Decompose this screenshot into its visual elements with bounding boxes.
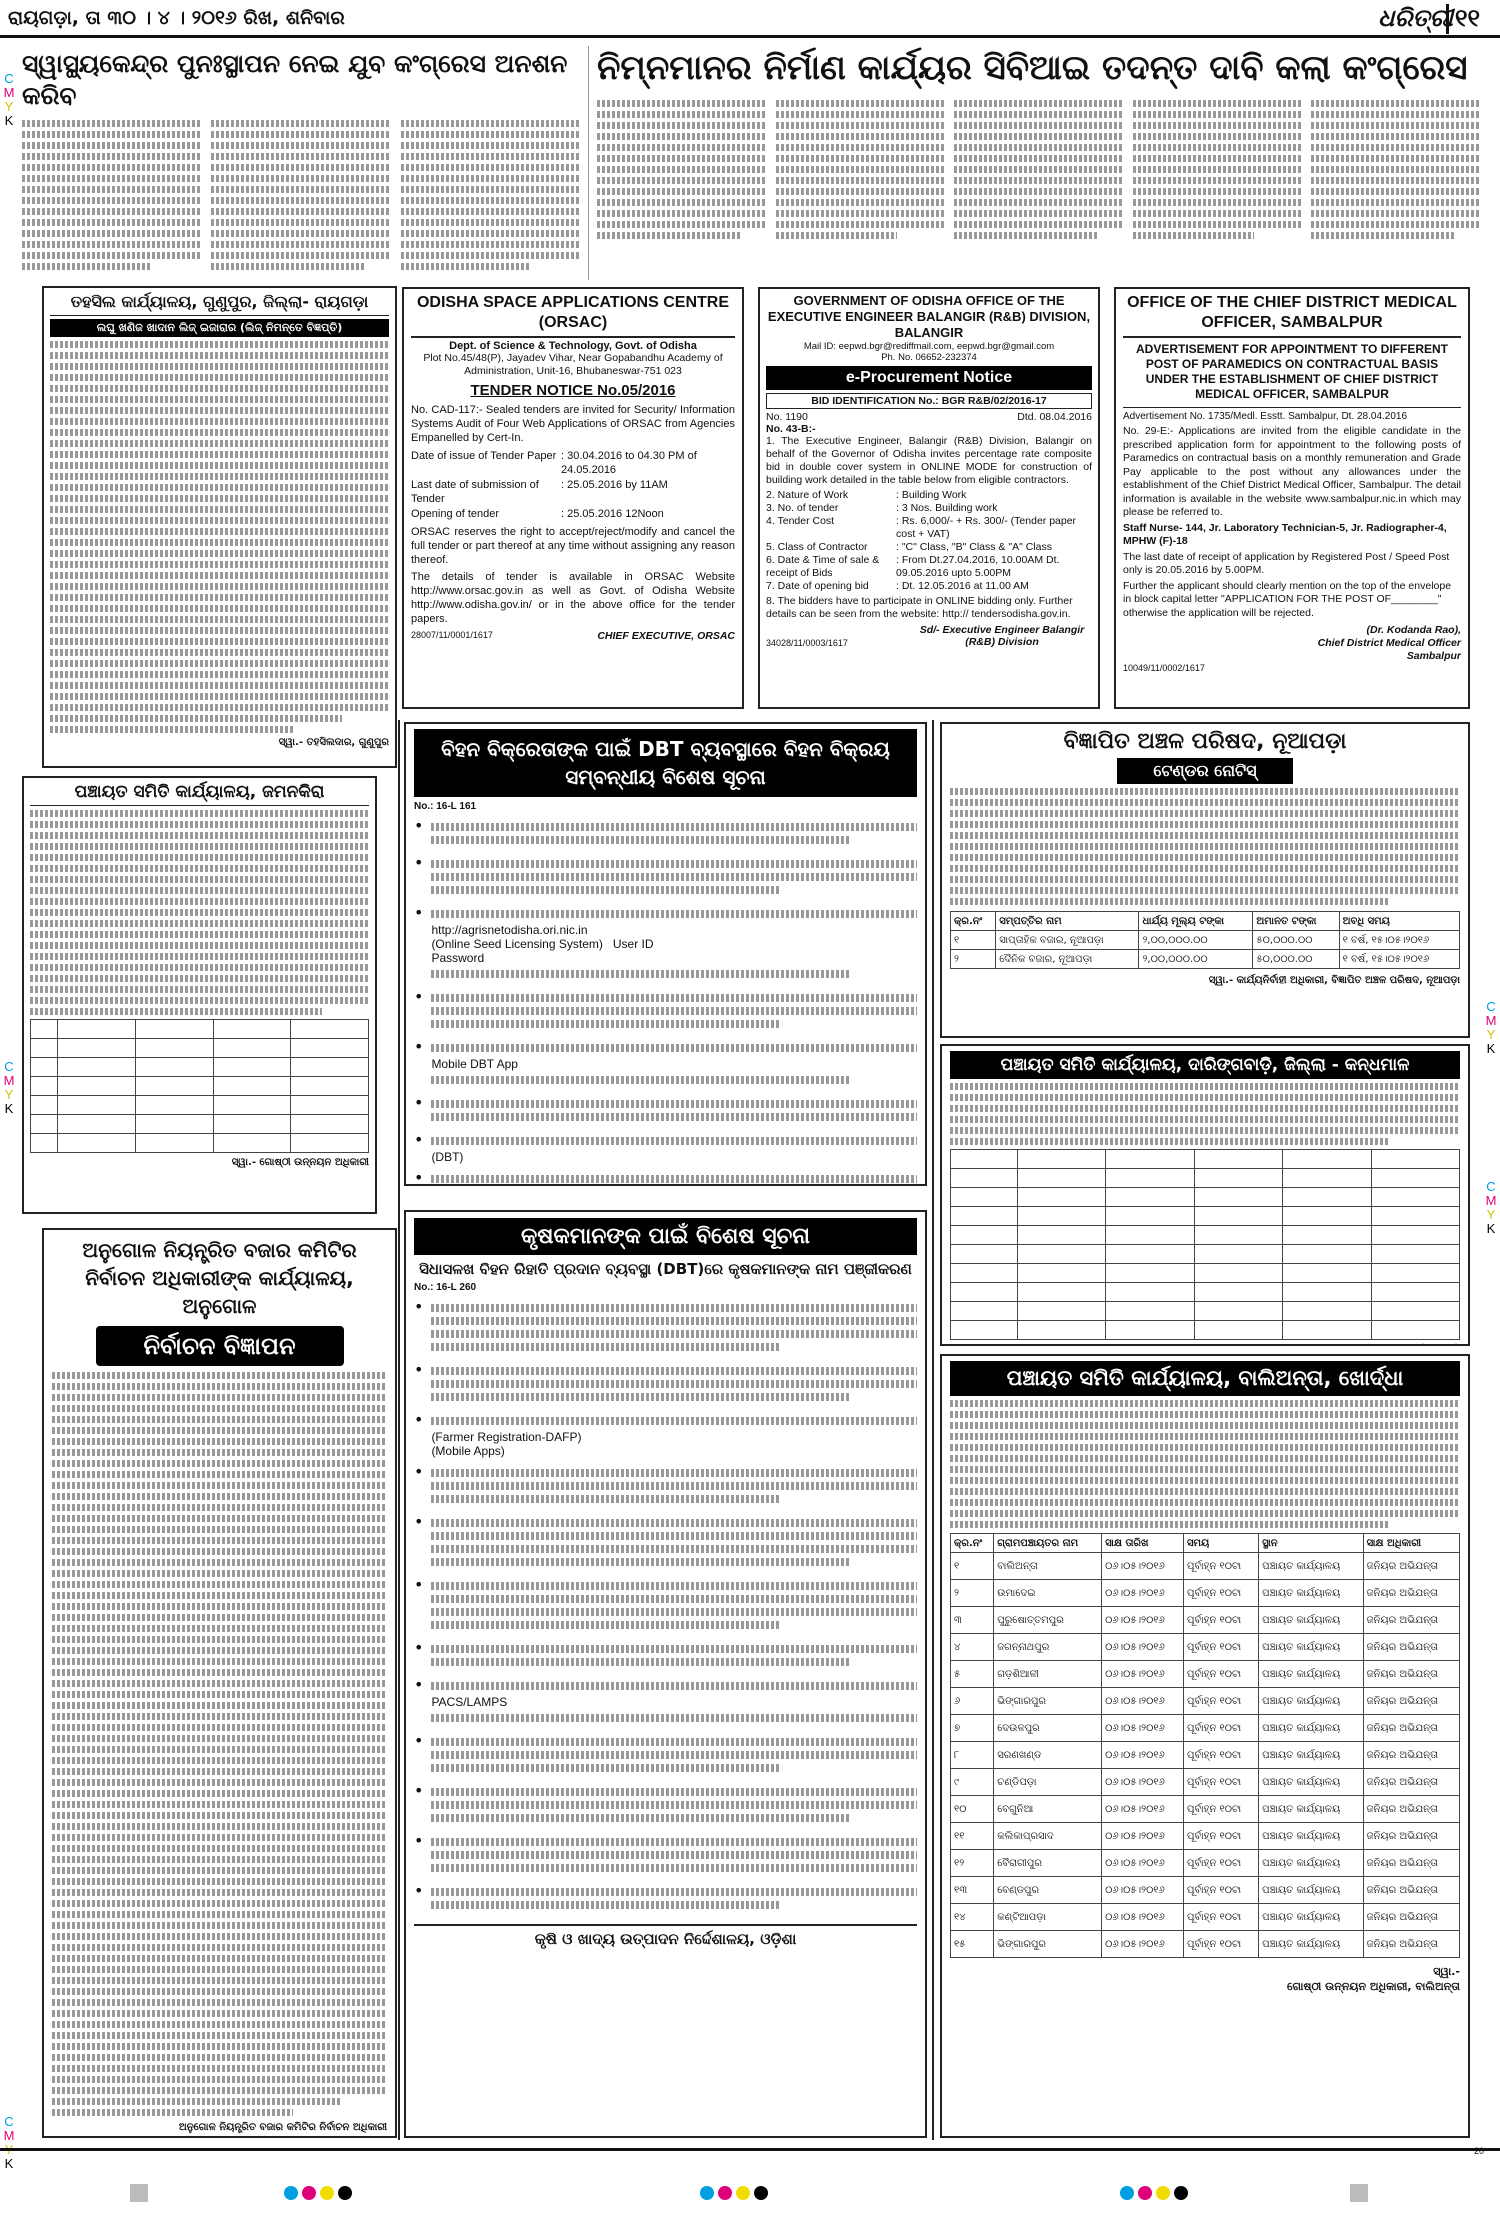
ad-title: ପଞ୍ଚାୟତ ସମିତି କାର୍ଯ୍ୟାଳୟ, ଜମନକିରା <box>30 782 369 806</box>
table-cell: ପୂର୍ବାହ୍ନ ୧୦ଟା <box>1184 1877 1259 1904</box>
sambalpur-title: OFFICE OF THE CHIEF DISTRICT MEDICAL OFFICER, SAMBALPUR <box>1123 293 1461 338</box>
table-cell: ପୂର୍ବାହ୍ନ ୧୦ଟା <box>1184 1823 1259 1850</box>
reg-k: K <box>4 1101 14 1116</box>
nuapada-band: ଟେଣ୍ଡର ନୋଟିସ୍ <box>1117 758 1293 784</box>
dbt1-bullet: • (DBT) <box>414 1132 917 1164</box>
reg-y: Y <box>4 99 14 114</box>
orsac-notice-no: TENDER NOTICE No.05/2016 <box>470 382 676 399</box>
table-header-row <box>951 912 1460 931</box>
dbt1-bullet: • <box>414 855 917 899</box>
orsac-schedule-label: Date of issue of Tender Paper <box>411 450 557 462</box>
anugul-band: ନିର୍ବାଚନ ବିଜ୍ଞାପନ <box>96 1326 344 1366</box>
table-cell: ୪ <box>951 1634 994 1661</box>
table-cell: ସରଣଖଣ୍ଡ <box>994 1742 1102 1769</box>
table-cell: ପଞ୍ଚାୟତ କାର୍ଯ୍ୟାଳୟ <box>1259 1850 1363 1877</box>
table-row <box>951 931 1460 950</box>
color-bar-right <box>1350 2184 1368 2202</box>
orsac-body: No. CAD-117:- Sealed tenders are invited for Security/ Information Systems Audit of Four Web Applications of ORSAC from Agencies Empanelled by Cert-In. <box>411 404 735 444</box>
table-cell: ଜନିୟର ଅଭିଯନ୍ତା <box>1363 1634 1459 1661</box>
table-row <box>951 1715 1460 1742</box>
table-cell: ୮ <box>951 1742 994 1769</box>
balangir-item-row <box>766 541 1092 554</box>
story-headline: ନିମ୍ନମାନର ନିର୍ମାଣ କାର୍ଯ୍ୟର ସିବିଆଇ ତଦନ୍ତ ଦାବି କଲା କଂଗ୍ରେସ <box>597 48 1468 88</box>
balangir-item-label: 7. Date of opening bid <box>766 580 869 592</box>
dbt1-title: ବିହନ ବିକ୍ରେତାଙ୍କ ପାଇଁ DBT ବ୍ୟବସ୍ଥାରେ ବିହନ ବିକ୍ରୟ ସମ୍ବନ୍ଧୀୟ ବିଶେଷ ସୂଚନା <box>414 729 917 797</box>
table-row <box>951 1823 1460 1850</box>
balangir-item-value: : "C" Class, "B" Class & "A" Class <box>896 541 1052 553</box>
balangir-code: 34028/11/0003/1617 <box>766 638 848 648</box>
color-swatches-right <box>1120 2186 1188 2200</box>
balianta-title: ପଞ୍ଚାୟତ ସମିତି କାର୍ଯ୍ୟାଳୟ, ବାଲିଅନ୍ତା, ଖୋର୍ଦ୍ଧା <box>950 1361 1460 1396</box>
table-cell: ଚଣ୍ଡିପଡ଼ା <box>994 1769 1102 1796</box>
balangir-band: e-Procurement Notice <box>766 366 1092 390</box>
table-row <box>951 1931 1460 1958</box>
table-cell: ଅମାନତ ଟଙ୍କା <box>1253 912 1339 931</box>
balangir-ref: No. 43-B:- <box>766 423 816 435</box>
table-header-cell: କ୍ର.ନଂ <box>951 1534 994 1553</box>
table-cell: ପୂର୍ବାହ୍ନ ୧୦ଟା <box>1184 1688 1259 1715</box>
page-number: ୧୧ <box>1455 4 1481 32</box>
balianta-sig1: ସ୍ୱା.- <box>1433 1965 1460 1978</box>
balangir-item-row <box>766 554 1092 580</box>
table-cell: ସମ୍ପତ୍ତିର ନାମ <box>996 912 1139 931</box>
table-cell: ୧୩ <box>951 1877 994 1904</box>
table-cell: ଜନିୟର ଅଭିଯନ୍ତା <box>1363 1796 1459 1823</box>
balangir-item-label: 4. Tender Cost <box>766 515 835 527</box>
table-cell: ପଞ୍ଚାୟତ କାର୍ଯ୍ୟାଳୟ <box>1259 1688 1363 1715</box>
dbt1-url: http://agrisnetodisha.ori.nic.in <box>431 923 588 937</box>
table-header-cell: ସାକ୍ଷ ଅଧିକାରୀ <box>1363 1534 1459 1553</box>
table-cell: ପଞ୍ଚାୟତ କାର୍ଯ୍ୟାଳୟ <box>1259 1634 1363 1661</box>
orsac-schedule-row <box>411 449 735 477</box>
table-cell: ୨ <box>951 1580 994 1607</box>
table-cell: ପଞ୍ଚାୟତ କାର୍ଯ୍ୟାଳୟ <box>1259 1553 1363 1580</box>
orsac-dept: Dept. of Science & Technology, Govt. of Odisha <box>411 336 735 352</box>
balangir-no: No. 1190 <box>766 411 808 423</box>
balangir-item-row <box>766 515 1092 541</box>
table-cell: ୧୨ <box>951 1850 994 1877</box>
color-swatches-left <box>284 2186 352 2200</box>
table-cell: କଣ୍ଟିଆପଡ଼ା <box>994 1904 1102 1931</box>
masthead-date: ରାୟଗଡ଼ା, ତା ୩୦ । ୪ । ୨୦୧୬ ରିଖ, ଶନିବାର <box>8 7 345 29</box>
masthead-page <box>1446 4 1480 34</box>
dbt2-footer: କୃଷି ଓ ଖାଦ୍ୟ ଉତ୍ପାଦନ ନିର୍ଦ୍ଦେଶାଳୟ, ଓଡ଼ିଶା <box>414 1924 917 1948</box>
ad-orsac-tender <box>402 287 744 709</box>
table-cell: ଜନିୟର ଅଭିଯନ୍ତା <box>1363 1904 1459 1931</box>
registration-mark-left-bottom <box>2 2115 16 2171</box>
reg-k: K <box>4 2156 14 2171</box>
sambalpur-staff: Staff Nurse- 144, Jr. Laboratory Technician-5, Jr. Radiographer-4, MPHW (F)-18 <box>1123 521 1447 547</box>
dbt1-userid: User ID <box>612 937 654 951</box>
registration-mark-left-top <box>2 72 16 128</box>
orsac-schedule-label: Last date of submission of Tender <box>411 479 539 505</box>
table-cell: ପଞ୍ଚାୟତ କାର୍ଯ୍ୟାଳୟ <box>1259 1661 1363 1688</box>
table-cell: ସାପ୍ତାହିକ ବଜାର, ନୂଆପଡ଼ା <box>996 931 1139 950</box>
ad-title: ତହସିଲ କାର୍ଯ୍ୟାଳୟ, ଗୁଣୁପୁର, ଜିଲ୍ଲା- ରାୟଗଡ଼ା <box>50 292 389 316</box>
balangir-item-label: 6. Date & Time of sale & receipt of Bids <box>766 554 880 579</box>
table-cell: ୦୬।୦୫।୨୦୧୬ <box>1102 1769 1184 1796</box>
dbt1-no: No.: 16-L 161 <box>414 801 477 812</box>
dbt1-bullet: • <box>414 818 917 849</box>
dbt1-bullet: • Mobile DBT App <box>414 1039 917 1089</box>
table-cell: ପୂର୍ବାହ୍ନ ୧୦ଟା <box>1184 1607 1259 1634</box>
reg-y: Y <box>1486 1027 1496 1042</box>
reg-m: M <box>3 2128 15 2143</box>
table-cell: ୨ <box>951 950 996 969</box>
ad-balangir-eprocurement <box>758 287 1100 709</box>
table-header-cell: ସମୟ <box>1184 1534 1259 1553</box>
reg-k: K <box>4 113 14 128</box>
balangir-item-value: : Dt. 12.05.2016 at 11.00 AM <box>896 580 1029 592</box>
reg-c: C <box>4 1059 14 1074</box>
table-row <box>951 1769 1460 1796</box>
balangir-item-value: : 3 Nos. Building work <box>896 502 998 514</box>
balangir-date: Dtd. 08.04.2016 <box>1017 411 1092 423</box>
balangir-title: GOVERNMENT OF ODISHA OFFICE OF THE EXECUTIVE ENGINEER BALANGIR (R&B) DIVISION, BALANGIR <box>767 293 1091 340</box>
table-cell: ବାଲିଅନ୍ତା <box>994 1553 1102 1580</box>
table-cell: କଲିକାପ୍ରସାଦ <box>994 1823 1102 1850</box>
story-cbi-probe <box>588 46 1480 280</box>
table-cell: ୦୬।୦୫।୨୦୧୬ <box>1102 1931 1184 1958</box>
registration-mark-right-mid <box>1484 1180 1498 1236</box>
color-bar-left <box>130 2184 148 2202</box>
table-cell: ୦୬।୦୫।୨୦୧୬ <box>1102 1796 1184 1823</box>
balangir-items <box>766 489 1092 593</box>
table-cell: ୧ ବର୍ଷ, ୧୫।୦୫।୨୦୧୬ <box>1339 931 1459 950</box>
balangir-mail: Mail ID: eepwd.bgr@rediffmail.com, eepwd.bgr@gmail.com <box>803 341 1055 352</box>
dbt2-subtitle: ସିଧାସଳଖ ବିହନ ରିହାତି ପ୍ରଦାନ ବ୍ୟବସ୍ଥା (DBT)ରେ କୃଷକମାନଙ୍କ ନାମ ପଞ୍ଜୀକରଣ <box>419 1260 912 1278</box>
reg-m: M <box>1485 1193 1497 1208</box>
sambalpur-body: No. 29-E:- Applications are invited from the eligible candidate in the prescribed application form for appointment to the following posts of Paramedics on contractual basis on a monthly remuneration and Grade Pay applicable to the post without any allowances under the establishment of the Chief District Medical Officer, Sambalpur. The detail information is available in the website www.sambalpur.nic.in which may please be referred to. <box>1123 425 1461 518</box>
dbt2-pacs: PACS/LAMPS <box>431 1695 508 1709</box>
table-cell: ପୂର୍ବାହ୍ନ ୧୦ଟା <box>1184 1742 1259 1769</box>
table-cell: ପଞ୍ଚାୟତ କାର୍ଯ୍ୟାଳୟ <box>1259 1715 1363 1742</box>
table-cell: ୨,୦୦,୦୦୦.୦୦ <box>1139 950 1253 969</box>
dbt1-mobile-app: Mobile DBT App <box>431 1057 518 1071</box>
orsac-signature: CHIEF EXECUTIVE, ORSAC <box>597 630 735 642</box>
orsac-schedule-row <box>411 507 735 521</box>
ad-daringbadi <box>940 1044 1470 1346</box>
orsac-schedule-value: : 30.04.2016 to 04.30 PM of 24.05.2016 <box>561 450 697 476</box>
table-cell: ୦୬।୦୫।୨୦୧୬ <box>1102 1823 1184 1850</box>
reg-m: M <box>1485 1013 1497 1028</box>
nuapada-title: ବିଜ୍ଞାପିତ ଅଞ୍ଚଳ ପରିଷଦ, ନୂଆପଡ଼ା <box>1063 729 1347 754</box>
table-cell: ୯ <box>951 1769 994 1796</box>
dbt1-bullet: • http://agrisnetodisha.ori.nic.in (Online Seed Licensing System) User ID Password <box>414 905 917 983</box>
balianta-table <box>950 1533 1460 1958</box>
column-rule <box>398 720 400 2140</box>
reg-c: C <box>1486 999 1496 1014</box>
orsac-title: ODISHA SPACE APPLICATIONS CENTRE (ORSAC) <box>416 294 730 331</box>
dbt1-bullet: • <box>414 1170 917 1186</box>
dbt1-bullet: • <box>414 989 917 1033</box>
table-header-row <box>951 1534 1460 1553</box>
table-header-cell: ଗ୍ରାମପଞ୍ଚାୟତର ନାମ <box>994 1534 1102 1553</box>
balangir-item-label: 5. Class of Contractor <box>766 541 868 553</box>
table-cell: ଜନିୟର ଅଭିଯନ୍ତା <box>1363 1580 1459 1607</box>
table-cell: ୦୬।୦୫।୨୦୧୬ <box>1102 1904 1184 1931</box>
table-cell: ୭ <box>951 1715 994 1742</box>
ad-sambalpur-cdmo <box>1114 287 1470 709</box>
table-cell: ପୂର୍ବାହ୍ନ ୧୦ଟା <box>1184 1661 1259 1688</box>
balangir-item-value: : Rs. 6,000/- + Rs. 300/- (Tender paper cost + VAT) <box>896 515 1077 540</box>
daringbadi-table <box>950 1149 1460 1340</box>
table-cell: ୧୫ <box>951 1931 994 1958</box>
table-cell: ପୂର୍ବାହ୍ନ ୧୦ଟା <box>1184 1580 1259 1607</box>
orsac-schedule-row <box>411 478 735 506</box>
table-cell: ୦୬।୦୫।୨୦୧୬ <box>1102 1634 1184 1661</box>
table-cell: ପୂର୍ବାହ୍ନ ୧୦ଟା <box>1184 1931 1259 1958</box>
table-cell: ୦୬।୦୫।୨୦୧୬ <box>1102 1607 1184 1634</box>
masthead-brand: ଧରିତ୍ରୀ <box>1378 4 1453 32</box>
balangir-signature: Sd/- Executive Engineer Balangir (R&B) Division <box>919 624 1085 648</box>
orsac-reserve: ORSAC reserves the right to accept/reject/modify and cancel the full tender or part thereof at any time without assigning any reason thereof. <box>411 526 735 566</box>
table-cell: ପଞ୍ଚାୟତ କାର୍ଯ୍ୟାଳୟ <box>1259 1742 1363 1769</box>
dbt2-no: No.: 16-L 260 <box>414 1282 477 1293</box>
registration-mark-right-top <box>1484 1000 1498 1056</box>
table-cell: ଅବଧି ସମୟ <box>1339 912 1459 931</box>
table-row <box>951 1688 1460 1715</box>
table-cell: ପଞ୍ଚାୟତ କାର୍ଯ୍ୟାଳୟ <box>1259 1931 1363 1958</box>
table-cell: ୦୬।୦୫।୨୦୧୬ <box>1102 1877 1184 1904</box>
balangir-item-row <box>766 502 1092 515</box>
table-cell: ବୈରାଗୀପୁର <box>994 1850 1102 1877</box>
reg-m: M <box>3 85 15 100</box>
anugul-signature: ଅନୁଗୋଳ ନିୟନ୍ତ୍ରିତ ବଜାର କମିଟିର ନିର୍ବାଚନ ଅଧିକାରୀ <box>178 2122 387 2133</box>
table-cell: ଜନିୟର ଅଭିଯନ୍ତା <box>1363 1823 1459 1850</box>
story-youth-congress <box>22 48 580 278</box>
reg-m: M <box>3 1073 15 1088</box>
sambalpur-sig-name: (Dr. Kodanda Rao), <box>1366 624 1461 636</box>
table-row <box>951 1877 1460 1904</box>
table-cell: ୦୬।୦୫।୨୦୧୬ <box>1102 1850 1184 1877</box>
ad-panchayat-jamankira <box>22 776 377 1214</box>
table-cell: ଉମାଦେଇ <box>994 1580 1102 1607</box>
table-cell: ଧାର୍ଯ୍ୟ ମୂଲ୍ୟ ଟଙ୍କା <box>1139 912 1253 931</box>
table-cell: ପୂର୍ବାହ୍ନ ୧୦ଟା <box>1184 1850 1259 1877</box>
table-cell: ପଞ୍ଚାୟତ କାର୍ଯ୍ୟାଳୟ <box>1259 1769 1363 1796</box>
table-row <box>951 1796 1460 1823</box>
orsac-code: 28007/11/0001/1617 <box>411 630 493 640</box>
table-cell: ୫ <box>951 1661 994 1688</box>
dbt1-dbt: (DBT) <box>431 1150 464 1164</box>
ad-signature: ସ୍ୱା.- ତହସିଲଦାର, ଗୁଣୁପୁର <box>278 737 389 748</box>
reg-c: C <box>1486 1179 1496 1194</box>
table-header-cell: ସ୍ଥାନ <box>1259 1534 1363 1553</box>
balangir-item-row <box>766 580 1092 593</box>
table-cell: ୨,୦୦,୦୦୦.୦୦ <box>1139 931 1253 950</box>
ad-dbt-seed-dealers <box>404 722 927 1186</box>
reg-c: C <box>4 71 14 86</box>
ad-anugul-election <box>42 1228 397 2138</box>
column-rule <box>932 720 934 2140</box>
dbt2-mobile-apps: (Mobile Apps) <box>431 1444 505 1458</box>
table-row <box>951 1634 1460 1661</box>
reg-y: Y <box>4 1087 14 1102</box>
dbt1-bullet: • <box>414 1095 917 1126</box>
sambalpur-sig-title: Chief District Medical Officer <box>1317 637 1461 649</box>
daringbadi-title: ପଞ୍ଚାୟତ ସମିତି କାର୍ଯ୍ୟାଳୟ, ଦାରିଙ୍ଗବାଡ଼ି, ଜିଲ୍ଲା - କନ୍ଧମାଳ <box>950 1051 1460 1079</box>
table-cell: ପୂର୍ବାହ୍ନ ୧୦ଟା <box>1184 1769 1259 1796</box>
table-cell: ୧ ବର୍ଷ, ୧୫।୦୫।୨୦୧୬ <box>1339 950 1459 969</box>
dbt2-title: କୃଷକମାନଙ୍କ ପାଇଁ ବିଶେଷ ସୂଚନା <box>414 1218 917 1255</box>
table-cell: ୧୧ <box>951 1823 994 1850</box>
table-cell: ୧ <box>951 931 996 950</box>
table-cell: ଜନିୟର ଅଭିଯନ୍ତା <box>1363 1742 1459 1769</box>
table-row <box>951 1580 1460 1607</box>
anugul-title: ଅନୁଗୋଳ ନିୟନ୍ତ୍ରିତ ବଜାର କମିଟିର ନିର୍ବାଚନ ଅଧିକାରୀଙ୍କ କାର୍ଯ୍ୟାଳୟ, ଅନୁଗୋଳ <box>82 1238 357 1318</box>
table-row <box>951 1742 1460 1769</box>
table-cell: ୫୦,୦୦୦.୦୦ <box>1253 931 1339 950</box>
table-cell: ୦୬।୦୫।୨୦୧୬ <box>1102 1688 1184 1715</box>
ad-balianta <box>940 1354 1470 2138</box>
balangir-item-value: : Building Work <box>896 489 967 501</box>
table-row <box>951 950 1460 969</box>
table-cell: ୦୬।୦୫।୨୦୧୬ <box>1102 1580 1184 1607</box>
ad-nuapada-tender <box>940 722 1470 1038</box>
table-cell: ୫୦,୦୦୦.୦୦ <box>1253 950 1339 969</box>
sambalpur-further: Further the applicant should clearly mention on the top of the envelope in block capital letter "APPLICATION FOR THE POST OF________" otherwise the application will be rejected. <box>1123 579 1452 619</box>
balianta-sig2: ଗୋଷ୍ଠୀ ଉନ୍ନୟନ ଅଧିକାରୀ, ବାଲିଅନ୍ତା <box>1286 1980 1460 1993</box>
table-cell: ବେଣ୍ଡପୁର <box>994 1877 1102 1904</box>
table-cell: ପୂର୍ବାହ୍ନ ୧୦ଟା <box>1184 1715 1259 1742</box>
table-cell: ଜନିୟର ଅଭିଯନ୍ତା <box>1363 1931 1459 1958</box>
orsac-schedule-label: Opening of tender <box>411 508 500 520</box>
table-cell: ଜନିୟର ଅଭିଯନ୍ତା <box>1363 1850 1459 1877</box>
table-cell: ପଞ୍ଚାୟତ କାର୍ଯ୍ୟାଳୟ <box>1259 1823 1363 1850</box>
table-cell: ପଞ୍ଚାୟତ କାର୍ଯ୍ୟାଳୟ <box>1259 1580 1363 1607</box>
table-cell: ପଞ୍ଚାୟତ କାର୍ଯ୍ୟାଳୟ <box>1259 1607 1363 1634</box>
masthead <box>0 0 1500 38</box>
reg-k: K <box>1486 1041 1496 1056</box>
dbt1-password: Password <box>431 951 485 965</box>
table-cell: ୦୬।୦୫।୨୦୧୬ <box>1102 1553 1184 1580</box>
ad-signature: ସ୍ୱା.- ଗୋଷ୍ଠୀ ଉନ୍ନୟନ ଅଧିକାରୀ <box>231 1157 369 1168</box>
table-row <box>951 1607 1460 1634</box>
table-cell: ୧୦ <box>951 1796 994 1823</box>
table-row <box>951 1904 1460 1931</box>
balangir-item-row <box>766 489 1092 502</box>
table-cell: ବେଗୁନିଆ <box>994 1796 1102 1823</box>
orsac-address: Plot No.45/48(P), Jayadev Vihar, Near Gopabandhu Academy of Administration, Unit-16, Bhubaneswar-751 023 <box>423 352 723 377</box>
ad-subtitle: ଲଘୁ ଖଣିଜ ଖାଦାନ ଲିଜ୍ ଇଜାରାର (ଲିଜ୍ ନିମନ୍ତେ ବିଜ୍ଞପ୍ତି) <box>50 319 389 337</box>
table-cell: କ୍ର.ନଂ <box>951 912 996 931</box>
orsac-details: The details of tender is available in ORSAC Website http://www.orsac.gov.in as well as Govt. of Odisha Website http://www.odisha.gov.in/ or in the above office for the tender papers. <box>411 571 735 625</box>
balangir-bid: BID IDENTIFICATION No.: BGR R&B/02/2016-17 <box>766 393 1092 409</box>
dbt1-oslsystem: (Online Seed Licensing System) <box>431 937 603 951</box>
table-cell: ଜନିୟର ଅଭିଯନ୍ତା <box>1363 1877 1459 1904</box>
table-cell: ପୂର୍ବାହ୍ନ ୧୦ଟା <box>1184 1553 1259 1580</box>
story-headline: ସ୍ୱାସ୍ଥ୍ୟକେନ୍ଦ୍ର ପୁନଃସ୍ଥାପନ ନେଇ ଯୁବ କଂଗ୍ରେସ ଅନଶନ କରିବ <box>22 49 568 110</box>
table-cell: ୧୪ <box>951 1904 994 1931</box>
orsac-schedule-value: : 25.05.2016 12Noon <box>561 508 664 520</box>
balangir-intro: 1. The Executive Engineer, Balangir (R&B) Division, Balangir on behalf of the Governor of Odisha invites percentage rate composite bid in double cover system in ONLINE MODE for construction of building work detailed in the table below from eligible contractors. <box>766 435 1092 486</box>
ad-tahasil-gunupur <box>42 286 397 768</box>
table-cell: ପୂର୍ବାହ୍ନ ୧୦ଟା <box>1184 1796 1259 1823</box>
table-cell: ଜନିୟର ଅଭିଯନ୍ତା <box>1363 1553 1459 1580</box>
table-row <box>951 1661 1460 1688</box>
table-cell: ୦୬।୦୫।୨୦୧୬ <box>1102 1661 1184 1688</box>
footer-page-code: 20 <box>1474 2146 1485 2156</box>
color-swatches-center <box>700 2186 768 2200</box>
table-cell: ଦେଉଳପୁର <box>994 1715 1102 1742</box>
table-row <box>951 1553 1460 1580</box>
orsac-schedule <box>411 449 735 521</box>
table-cell: ପୂର୍ବାହ୍ନ ୧୦ଟା <box>1184 1904 1259 1931</box>
reg-c: C <box>4 2114 14 2129</box>
table-cell: ଗଡ଼ଶିଆଳୀ <box>994 1661 1102 1688</box>
table-cell: ଜନିୟର ଅଭିଯନ୍ତା <box>1363 1688 1459 1715</box>
jamankira-schedule-table <box>30 1019 369 1153</box>
table-header-cell: ସାକ୍ଷ ତାରିଖ <box>1102 1534 1184 1553</box>
orsac-schedule-value: : 25.05.2016 by 11AM <box>561 479 668 491</box>
balangir-phone: Ph. No. 06652-232374 <box>881 352 977 363</box>
balangir-item-value: : From Dt.27.04.2016, 10.00AM Dt. 09.05.2016 upto 5.00PM <box>896 554 1060 579</box>
table-cell: ପୁରୁଷୋତ୍ତମପୁର <box>994 1607 1102 1634</box>
table-cell: ୬ <box>951 1688 994 1715</box>
table-cell: ଜନିୟର ଅଭିଯନ୍ତା <box>1363 1769 1459 1796</box>
dbt2-farmer-registration: (Farmer Registration-DAFP) <box>431 1430 582 1444</box>
ad-dbt-farmers: କୃଷକମାନଙ୍କ ପାଇଁ ବିଶେଷ ସୂଚନା ସିଧାସଳଖ ବିହନ ରିହାତି ପ୍ରଦାନ ବ୍ୟବସ୍ଥା (DBT)ରେ କୃଷକମାନଙ୍କ ନାମ ପଞ୍ଜୀକରଣ No.: 16-L 260 • • • (Farmer Registration-DAFP) (Mobile Apps) • • • • • PACS/LAMPS • • • • କୃଷି ଓ ଖାଦ୍ୟ ଉତ୍ପାଦନ ନିର୍ଦ୍ଦେଶାଳୟ, ଓଡ଼ିଶା <box>404 1210 927 2138</box>
table-cell: ଜନିୟର ଅଭିଯନ୍ତା <box>1363 1661 1459 1688</box>
sambalpur-adv-no: Advertisement No. 1735/Medl. Esstt. Sambalpur, Dt. 28.04.2016 <box>1123 407 1461 422</box>
nuapada-signature: ସ୍ୱା.- କାର୍ଯ୍ୟନିର୍ବାହୀ ଅଧିକାରୀ, ବିଜ୍ଞାପିତ ଅଞ୍ଚଳ ପରିଷଦ, ନୂଆପଡ଼ା <box>1208 975 1460 986</box>
table-cell: ୦୬।୦୫।୨୦୧୬ <box>1102 1715 1184 1742</box>
table-row <box>951 1850 1460 1877</box>
table-cell: ପଞ୍ଚାୟତ କାର୍ଯ୍ୟାଳୟ <box>1259 1796 1363 1823</box>
table-cell: ୧ <box>951 1553 994 1580</box>
table-cell: ଭିଙ୍ଗାରପୁର <box>994 1688 1102 1715</box>
reg-k: K <box>1486 1221 1496 1236</box>
sambalpur-last-date: The last date of receipt of application by Registered Post / Speed Post only is 20.05.2016 by 5.00PM. <box>1123 550 1450 576</box>
sambalpur-sig-place: Sambalpur <box>1406 650 1461 662</box>
registration-mark-left-mid <box>2 1060 16 1116</box>
table-cell: ପୂର୍ବାହ୍ନ ୧୦ଟା <box>1184 1634 1259 1661</box>
table-cell: ପଞ୍ଚାୟତ କାର୍ଯ୍ୟାଳୟ <box>1259 1904 1363 1931</box>
nuapada-table <box>950 911 1460 969</box>
balangir-item-label: 2. Nature of Work <box>766 489 849 501</box>
balangir-note: 8. The bidders have to participate in ONLINE bidding only. Further details can be seen from the website: http:// tendersodisha.gov.in. <box>766 595 1073 620</box>
table-cell: ୩ <box>951 1607 994 1634</box>
daringbadi-signature <box>950 1344 1460 1346</box>
footer-rule <box>0 2148 1500 2151</box>
table-cell: ଜନିୟର ଅଭିଯନ୍ତା <box>1363 1715 1459 1742</box>
sambalpur-code: 10049/11/0002/1617 <box>1123 663 1205 673</box>
table-cell: ଦୈନିକ ବଜାର, ନୂଆପଡ଼ା <box>996 950 1139 969</box>
table-cell: ଜଗନ୍ନାଥପୁର <box>994 1634 1102 1661</box>
table-cell: ଜନିୟର ଅଭିଯନ୍ତା <box>1363 1607 1459 1634</box>
table-cell: ପଞ୍ଚାୟତ କାର୍ଯ୍ୟାଳୟ <box>1259 1877 1363 1904</box>
table-cell: ଭିଙ୍ଗାରପୁର <box>994 1931 1102 1958</box>
reg-y: Y <box>1486 1207 1496 1222</box>
balangir-item-label: 3. No. of tender <box>766 502 839 514</box>
sambalpur-adv: ADVERTISEMENT FOR APPOINTMENT TO DIFFERENT POST OF PARAMEDICS ON CONTRACTUAL BASIS UNDER THE ESTABLISHMENT OF CHIEF DISTRICT MEDICAL OFFICER, SAMBALPUR <box>1135 342 1448 401</box>
table-cell: ୦୬।୦୫।୨୦୧୬ <box>1102 1742 1184 1769</box>
